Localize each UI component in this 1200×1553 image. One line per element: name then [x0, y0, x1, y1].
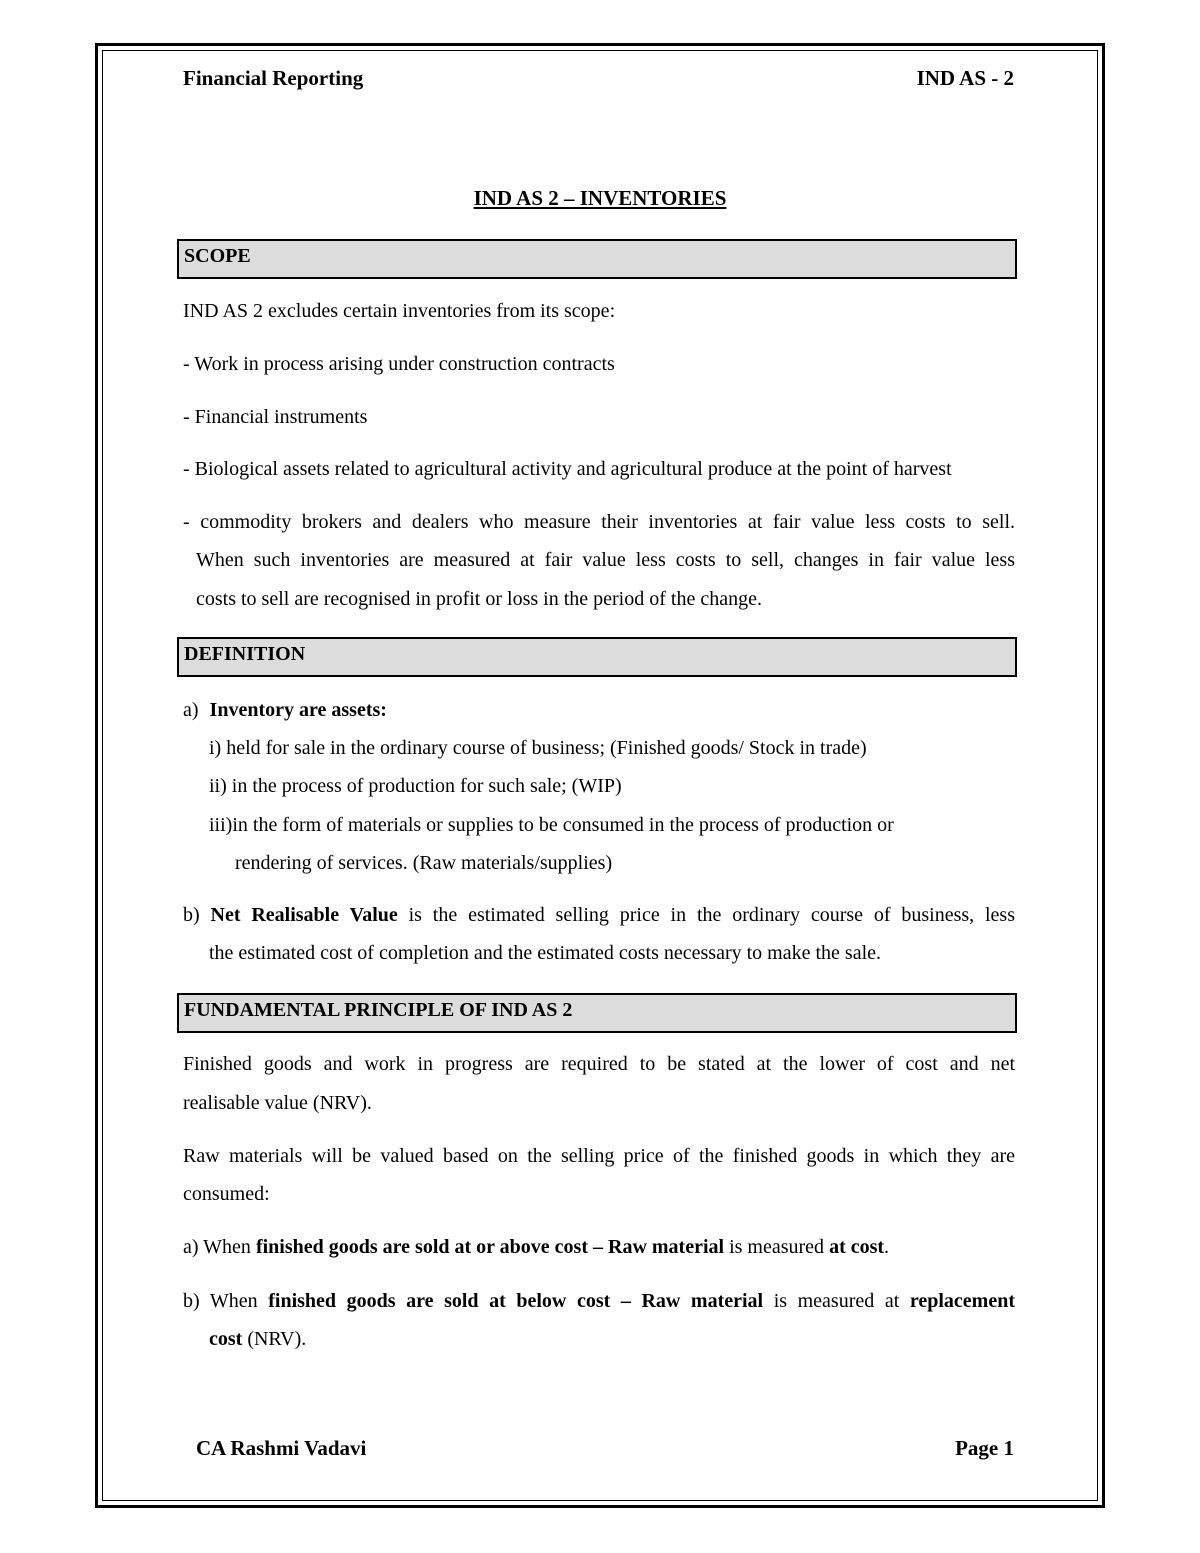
section-heading-principle: FUNDAMENTAL PRINCIPLE OF IND AS 2 [177, 993, 1017, 1033]
definition-a-marker: a) [183, 699, 199, 721]
rule-a-bold: at cost [829, 1236, 885, 1258]
section-heading-definition: DEFINITION [177, 637, 1017, 677]
scope-item: - Financial instruments [183, 406, 368, 428]
scope-item-cont: costs to sell are recognised in profit or loss in the period of the change. [196, 588, 762, 610]
rule-b-text: (NRV). [242, 1328, 307, 1350]
definition-a-item: i) held for sale in the ordinary course of business; (Finished goods/ Stock in trade) [209, 737, 867, 759]
rule-b-text: is measured at [763, 1290, 910, 1312]
rule-b-bold: replacement [909, 1290, 1016, 1312]
principle-rule-a [183, 1228, 889, 1266]
scope-item: - commodity brokers and dealers who measure their inventories at fair value less costs to sell. [183, 511, 1015, 533]
definition-b-marker: b) [183, 904, 200, 926]
rule-b-bold: finished goods are sold at below cost – Raw material [268, 1290, 764, 1312]
page-title: IND AS 2 – INVENTORIES [473, 186, 727, 210]
principle-para2-cont: consumed: [183, 1183, 270, 1205]
principle-rule-b-cont [209, 1320, 306, 1358]
principle-rule-b [183, 1282, 1015, 1320]
rule-b-text: b) When [183, 1290, 269, 1312]
rule-a-text: . [884, 1236, 890, 1258]
header-subject: Financial Reporting [183, 66, 364, 90]
scope-item: - Biological assets related to agricultural activity and agricultural produce at the point of harvest [183, 458, 952, 480]
scope-intro: IND AS 2 excludes certain inventories from its scope: [183, 300, 616, 322]
footer-page-number: Page 1 [955, 1436, 1014, 1460]
definition-a-item-cont: rendering of services. (Raw materials/supplies) [235, 852, 613, 874]
section-heading-scope: SCOPE [177, 239, 1017, 279]
definition-a-item: ii) in the process of production for such sale; (WIP) [209, 775, 622, 797]
scope-item: - Work in process arising under construction contracts [183, 353, 615, 375]
header-standard: IND AS - 2 [916, 66, 1014, 90]
definition-b-text: is the estimated selling price in the ordinary course of business, less [408, 904, 1015, 926]
definition-b-term: Net Realisable Value [210, 904, 398, 926]
definition-a [183, 691, 387, 729]
rule-a-text: a) When [183, 1236, 256, 1258]
scope-item-cont: When such inventories are measured at fair value less costs to sell, changes in fair value less [196, 549, 1015, 571]
principle-para2: Raw materials will be valued based on the selling price of the finished goods in which they are [183, 1145, 1015, 1167]
rule-b-bold: cost [209, 1328, 243, 1350]
definition-b-cont: the estimated cost of completion and the estimated costs necessary to make the sale. [209, 942, 882, 964]
rule-a-text: is measured [724, 1236, 830, 1258]
footer-author: CA Rashmi Vadavi [196, 1436, 367, 1460]
rule-a-bold: finished goods are sold at or above cost – Raw material [255, 1236, 725, 1258]
definition-a-item: iii)in the form of materials or supplies to be consumed in the process of production or [209, 814, 894, 836]
principle-para1-cont: realisable value (NRV). [183, 1092, 372, 1114]
definition-a-term: Inventory are assets: [209, 699, 387, 721]
principle-para1: Finished goods and work in progress are required to be stated at the lower of cost and net [183, 1053, 1015, 1075]
definition-b [183, 896, 1015, 934]
